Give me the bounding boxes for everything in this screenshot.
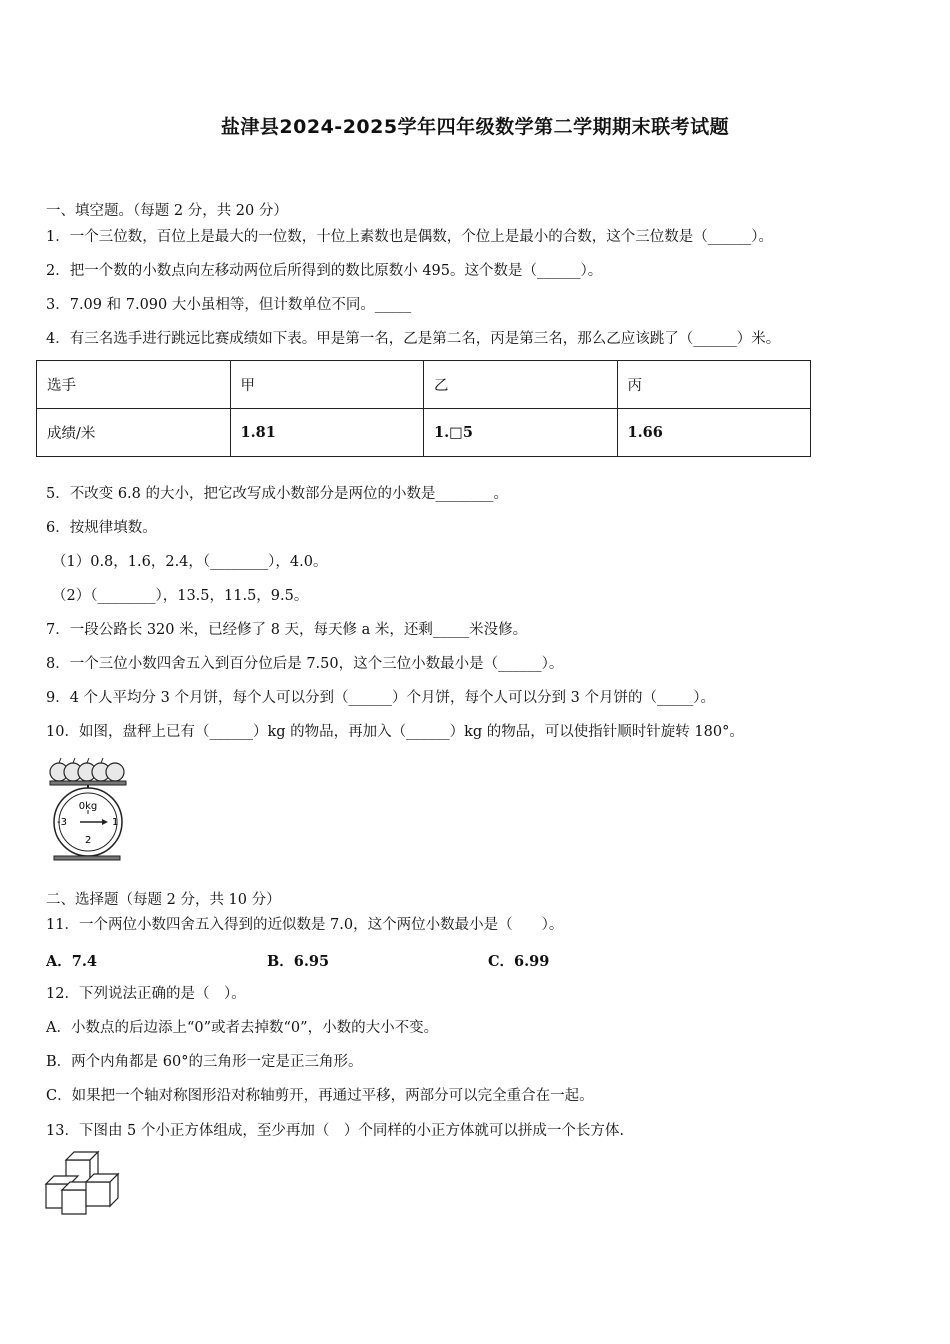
scale-label-right: 1 (112, 817, 119, 828)
question-5: 5．不改变 6.8 的大小，把它改写成小数部分是两位的小数是________。 (46, 486, 509, 502)
table-row (37, 409, 811, 457)
table-header-cell: 选手 (37, 361, 231, 409)
question-9: 9．4 个人平均分 3 个月饼，每个人可以分到（______）个月饼，每个人可以分到 3 个月饼的（_____）。 (46, 690, 715, 706)
question-8: 8．一个三位小数四舍五入到百分位后是 7.50，这个三位小数最小是（______）。 (46, 656, 564, 672)
question-6: 6．按规律填数。 (46, 520, 157, 536)
scale-label-bottom: 2 (85, 835, 92, 846)
question-4: 4．有三名选手进行跳远比赛成绩如下表。甲是第一名，乙是第二名，丙是第三名，那么乙应该跳了（______）米。 (46, 331, 781, 347)
question-11: 11．一个两位小数四舍五入得到的近似数是 7.0，这个两位小数最小是（ ）。 (46, 917, 564, 933)
table-header-row (37, 361, 811, 409)
question-13: 13．下图由 5 个小正方体组成，至少再加（ ）个同样的小正方体就可以拼成一个长方体. (46, 1123, 624, 1139)
question-12: 12．下列说法正确的是（ ）。 (46, 986, 246, 1002)
q11-option-c: C．6.99 (488, 953, 550, 970)
scale-pan (50, 781, 126, 785)
question-6-part-2: （2）（________），13.5，11.5，9.5。 (52, 588, 309, 604)
q12-option-b: B．两个内角都是 60°的三角形一定是正三角形。 (46, 1054, 363, 1070)
apples-icon (50, 758, 124, 781)
question-2: 2．把一个数的小数点向左移动两位后所得到的数比原数小 495。这个数是（______）。 (46, 263, 603, 279)
scale-figure (44, 752, 134, 864)
question-10: 10．如图，盘秤上已有（______）kg 的物品，再加入（______）kg 的物品，可以使指针顺时针旋转 180°。 (46, 724, 744, 740)
table-header-cell: 甲 (230, 361, 424, 409)
scale-base (54, 856, 120, 860)
q11-option-b: B．6.95 (267, 953, 330, 970)
scale-label-left: -3 (57, 817, 67, 828)
score-table (36, 360, 811, 457)
q11-option-a: A．7.4 (46, 953, 97, 970)
question-6-part-1: （1）0.8，1.6，2.4，（________），4.0。 (52, 554, 328, 570)
table-cell: 1.81 (230, 409, 424, 457)
question-3: 3．7.09 和 7.090 大小虽相等，但计数单位不同。_____ (46, 297, 412, 313)
question-1: 1．一个三位数，百位上是最大的一位数，十位上素数也是偶数，个位上是最小的合数，这个三位数是（______）。 (46, 229, 773, 245)
table-header-cell: 丙 (617, 361, 811, 409)
table-cell: 1.66 (617, 409, 811, 457)
section1-heading: 一、填空题。（每题 2 分，共 20 分） (46, 203, 288, 219)
table-cell: 1.□5 (424, 409, 618, 457)
cubes-figure (44, 1150, 124, 1216)
table-header-cell: 乙 (424, 361, 618, 409)
scale-label-top: 0kg (78, 801, 98, 812)
table-cell: 成绩/米 (37, 409, 231, 457)
page-title: 盐津县2024-2025学年四年级数学第二学期期末联考试题 (220, 116, 730, 138)
section2-heading: 二、选择题（每题 2 分，共 10 分） (46, 892, 281, 908)
q12-option-c: C．如果把一个轴对称图形沿对称轴剪开，再通过平移，两部分可以完全重合在一起。 (46, 1088, 594, 1104)
q12-option-a: A．小数点的后边添上“0”或者去掉数“0”，小数的大小不变。 (46, 1020, 439, 1036)
question-7: 7．一段公路长 320 米，已经修了 8 天，每天修 a 米，还剩_____米没修。 (46, 622, 528, 638)
